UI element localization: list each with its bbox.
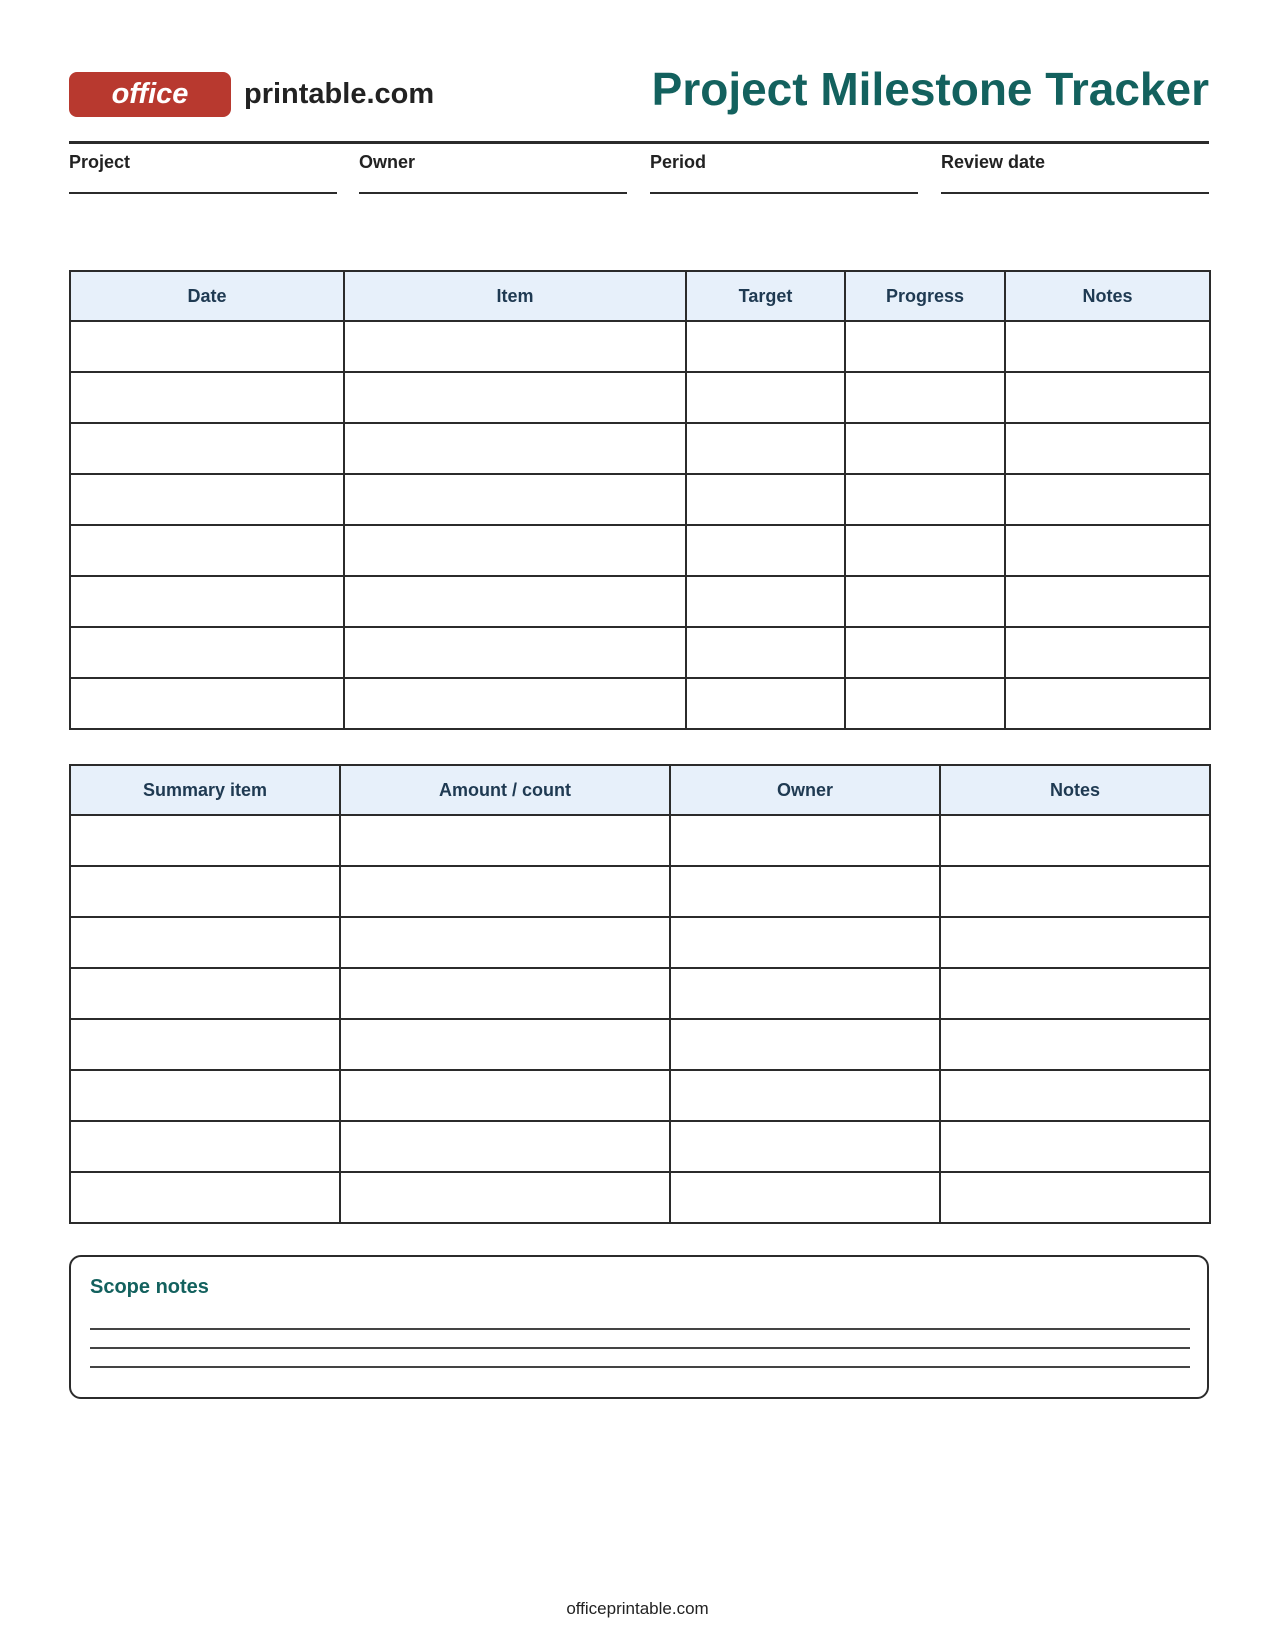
table-cell[interactable] <box>940 1019 1210 1070</box>
milestone-table-body <box>70 321 1210 729</box>
table-cell[interactable] <box>845 321 1005 372</box>
table-cell[interactable] <box>686 372 845 423</box>
scope-notes-line[interactable] <box>90 1347 1190 1349</box>
period-label: Period <box>650 152 707 172</box>
table-cell[interactable] <box>670 1121 940 1172</box>
table-cell[interactable] <box>1005 627 1210 678</box>
table-row <box>70 1070 1210 1121</box>
table-row <box>70 321 1210 372</box>
milestone-table <box>69 270 1211 730</box>
table-cell[interactable] <box>70 627 344 678</box>
scope-notes-line[interactable] <box>90 1366 1190 1368</box>
footer-url[interactable]: officeprintable.com <box>566 1599 709 1618</box>
table-cell[interactable] <box>940 815 1210 866</box>
logo-badge: office <box>69 72 231 117</box>
column-header-target: Target <box>686 271 845 321</box>
table-cell[interactable] <box>845 627 1005 678</box>
table-cell[interactable] <box>70 968 340 1019</box>
table-cell[interactable] <box>940 1121 1210 1172</box>
table-cell[interactable] <box>340 917 670 968</box>
table-cell[interactable] <box>686 678 845 729</box>
table-row <box>70 525 1210 576</box>
owner-label: Owner <box>359 152 416 172</box>
header-divider <box>69 141 1209 144</box>
table-cell[interactable] <box>845 576 1005 627</box>
table-cell[interactable] <box>670 917 940 968</box>
table-cell[interactable] <box>70 1172 340 1223</box>
table-cell[interactable] <box>340 1172 670 1223</box>
project-label: Project <box>69 152 131 172</box>
table-cell[interactable] <box>670 968 940 1019</box>
scope-notes-box <box>69 1255 1209 1399</box>
table-row <box>70 627 1210 678</box>
table-cell[interactable] <box>70 1121 340 1172</box>
page-header <box>69 62 1209 118</box>
column-header-date: Date <box>70 271 344 321</box>
table-cell[interactable] <box>670 815 940 866</box>
table-cell[interactable] <box>686 576 845 627</box>
column-header-notes: Notes <box>1005 271 1210 321</box>
table-cell[interactable] <box>940 1070 1210 1121</box>
table-cell[interactable] <box>344 576 686 627</box>
table-cell[interactable] <box>344 423 686 474</box>
table-cell[interactable] <box>686 474 845 525</box>
table-cell[interactable] <box>70 866 340 917</box>
table-row <box>70 372 1210 423</box>
table-cell[interactable] <box>70 815 340 866</box>
table-cell[interactable] <box>344 678 686 729</box>
table-cell[interactable] <box>686 423 845 474</box>
table-cell[interactable] <box>940 1172 1210 1223</box>
table-cell[interactable] <box>344 372 686 423</box>
scope-notes-line[interactable] <box>90 1328 1190 1330</box>
table-cell[interactable] <box>845 474 1005 525</box>
table-header-row <box>70 765 1210 815</box>
column-header-notes: Notes <box>940 765 1210 815</box>
column-header-amount: Amount / count <box>340 765 670 815</box>
table-cell[interactable] <box>70 525 344 576</box>
table-cell[interactable] <box>340 1019 670 1070</box>
table-cell[interactable] <box>1005 474 1210 525</box>
column-header-summary-item: Summary item <box>70 765 340 815</box>
table-cell[interactable] <box>344 525 686 576</box>
table-cell[interactable] <box>1005 678 1210 729</box>
project-field[interactable] <box>69 152 337 194</box>
table-cell[interactable] <box>1005 321 1210 372</box>
table-header-row <box>70 271 1210 321</box>
table-cell[interactable] <box>1005 423 1210 474</box>
table-cell[interactable] <box>70 423 344 474</box>
summary-table <box>69 764 1211 1224</box>
table-cell[interactable] <box>70 917 340 968</box>
owner-field[interactable] <box>359 152 627 194</box>
table-cell[interactable] <box>686 627 845 678</box>
table-cell[interactable] <box>70 576 344 627</box>
table-cell[interactable] <box>340 1070 670 1121</box>
table-row <box>70 678 1210 729</box>
table-cell[interactable] <box>1005 372 1210 423</box>
table-cell[interactable] <box>70 1070 340 1121</box>
table-row <box>70 1121 1210 1172</box>
period-field[interactable] <box>650 152 918 194</box>
scope-notes-title: Scope notes <box>90 1276 209 1298</box>
meta-fields <box>69 152 1209 194</box>
table-cell[interactable] <box>670 866 940 917</box>
table-row <box>70 917 1210 968</box>
table-row <box>70 968 1210 1019</box>
column-header-owner: Owner <box>670 765 940 815</box>
table-cell[interactable] <box>70 678 344 729</box>
table-row <box>70 1172 1210 1223</box>
logo-text: printable.com <box>244 78 435 110</box>
table-cell[interactable] <box>686 321 845 372</box>
table-cell[interactable] <box>340 968 670 1019</box>
table-cell[interactable] <box>70 321 344 372</box>
table-row <box>70 815 1210 866</box>
table-cell[interactable] <box>670 1019 940 1070</box>
table-cell[interactable] <box>940 968 1210 1019</box>
column-header-progress: Progress <box>845 271 1005 321</box>
table-cell[interactable] <box>70 372 344 423</box>
table-cell[interactable] <box>940 917 1210 968</box>
review-date-field[interactable] <box>941 152 1209 194</box>
table-cell[interactable] <box>70 1019 340 1070</box>
table-cell[interactable] <box>344 627 686 678</box>
table-row <box>70 423 1210 474</box>
table-cell[interactable] <box>1005 525 1210 576</box>
table-cell[interactable] <box>940 866 1210 917</box>
table-cell[interactable] <box>340 1121 670 1172</box>
table-row <box>70 866 1210 917</box>
table-cell[interactable] <box>686 525 845 576</box>
table-row <box>70 474 1210 525</box>
table-cell[interactable] <box>670 1172 940 1223</box>
table-cell[interactable] <box>670 1070 940 1121</box>
summary-table-body <box>70 815 1210 1223</box>
table-cell[interactable] <box>845 525 1005 576</box>
table-cell[interactable] <box>344 474 686 525</box>
brand-logo[interactable] <box>69 72 434 117</box>
table-cell[interactable] <box>1005 576 1210 627</box>
table-row <box>70 576 1210 627</box>
table-row <box>70 1019 1210 1070</box>
table-cell[interactable] <box>344 321 686 372</box>
review-date-label: Review date <box>941 152 1046 172</box>
page-title: Project Milestone Tracker <box>651 63 1209 115</box>
table-cell[interactable] <box>845 372 1005 423</box>
table-cell[interactable] <box>845 678 1005 729</box>
column-header-item: Item <box>344 271 686 321</box>
table-cell[interactable] <box>340 815 670 866</box>
table-cell[interactable] <box>340 866 670 917</box>
table-cell[interactable] <box>70 474 344 525</box>
table-cell[interactable] <box>845 423 1005 474</box>
